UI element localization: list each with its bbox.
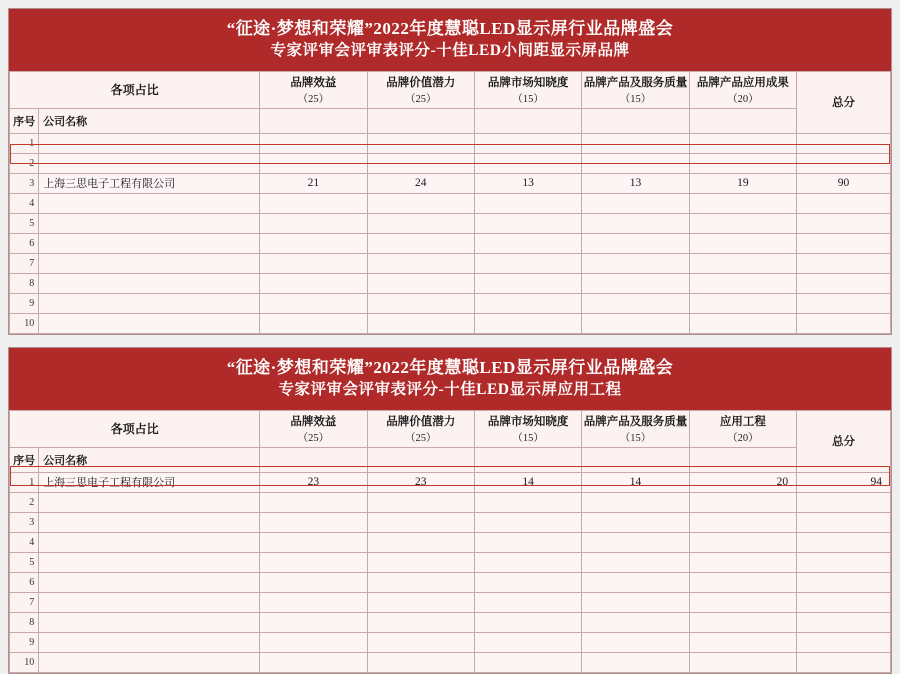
- row-score-1: [260, 313, 367, 333]
- row-score-4: [582, 492, 689, 512]
- row-total: [797, 492, 891, 512]
- row-index: 8: [10, 612, 39, 632]
- row-score-4: [582, 552, 689, 572]
- row-score-4: [582, 612, 689, 632]
- row-index: 3: [10, 512, 39, 532]
- row-total: [797, 552, 891, 572]
- row-index: 9: [10, 632, 39, 652]
- row-index: 6: [10, 572, 39, 592]
- row-score-2: 24: [367, 173, 474, 193]
- row-score-3: [474, 233, 581, 253]
- table-2-sub-1: [260, 447, 367, 472]
- row-index: 7: [10, 253, 39, 273]
- row-index: 9: [10, 293, 39, 313]
- table-2-col-5-weight: （20）: [727, 432, 759, 444]
- row-score-4: 13: [582, 173, 689, 193]
- table-row: [10, 273, 891, 293]
- row-company-name: [39, 153, 260, 173]
- row-score-1: [260, 273, 367, 293]
- row-company-name: [39, 253, 260, 273]
- table-1-col-1-label: 品牌效益: [290, 76, 337, 89]
- row-score-2: [367, 133, 474, 153]
- row-score-1: [260, 652, 367, 672]
- row-total: 94: [797, 472, 891, 492]
- row-score-2: [367, 632, 474, 652]
- row-score-4: [582, 512, 689, 532]
- row-score-2: [367, 572, 474, 592]
- table-row: [10, 652, 891, 672]
- table-2-col-1: [260, 410, 367, 447]
- row-company-name: [39, 572, 260, 592]
- table-2-col-2: [367, 410, 474, 447]
- row-score-4: [582, 273, 689, 293]
- row-score-2: [367, 652, 474, 672]
- card-1-title-line2: 专家评审会评审表评分-十佳LED小间距显示屏品牌: [270, 42, 630, 60]
- table-1-sub-5: [689, 108, 796, 133]
- row-company-name: [39, 293, 260, 313]
- table-1-col-5: [689, 71, 796, 108]
- table-2-col-4-weight: （15）: [619, 432, 652, 444]
- row-score-3: [474, 133, 581, 153]
- table-1-col-5-weight: （20）: [727, 93, 759, 105]
- row-score-4: [582, 313, 689, 333]
- table-1-ratio-header: 各项占比: [10, 71, 260, 108]
- card-2-title-line2: 专家评审会评审表评分-十佳LED显示屏应用工程: [278, 381, 622, 399]
- row-score-3: [474, 632, 581, 652]
- table-1-col-4-weight: （15）: [619, 93, 652, 105]
- table-row: [10, 293, 891, 313]
- table-row: [10, 552, 891, 572]
- row-score-5: [689, 592, 796, 612]
- row-index: 1: [10, 472, 39, 492]
- table-2-total-header: 总分: [797, 410, 891, 472]
- row-total: [797, 193, 891, 213]
- row-index: 5: [10, 213, 39, 233]
- table-2-col-3-weight: （15）: [512, 432, 544, 444]
- card-1-title-block: [9, 9, 891, 71]
- row-score-1: [260, 133, 367, 153]
- row-score-5: [689, 233, 796, 253]
- row-score-5: [689, 652, 796, 672]
- table-2-col-1-weight: （25）: [297, 432, 330, 444]
- row-score-5: [689, 293, 796, 313]
- row-index: 10: [10, 313, 39, 333]
- row-score-2: [367, 193, 474, 213]
- row-company-name: [39, 492, 260, 512]
- row-score-2: [367, 233, 474, 253]
- row-score-1: [260, 552, 367, 572]
- row-score-1: [260, 253, 367, 273]
- table-1-col-4: [582, 71, 689, 108]
- row-score-3: [474, 273, 581, 293]
- row-score-5: [689, 532, 796, 552]
- row-score-2: [367, 153, 474, 173]
- row-total: [797, 612, 891, 632]
- table-1-sub-1: [260, 108, 367, 133]
- row-score-1: [260, 293, 367, 313]
- row-total: [797, 572, 891, 592]
- row-score-2: [367, 253, 474, 273]
- table-1-col-4-label: 品牌产品及服务质量: [583, 76, 688, 89]
- row-score-2: 23: [367, 472, 474, 492]
- row-score-3: [474, 532, 581, 552]
- row-company-name: [39, 612, 260, 632]
- row-company-name: [39, 652, 260, 672]
- row-index: 7: [10, 592, 39, 612]
- table-1-name-header: 公司名称: [39, 108, 260, 133]
- row-index: 3: [10, 173, 39, 193]
- table-2-col-4-label: 品牌产品及服务质量: [583, 415, 688, 428]
- row-total: 90: [797, 173, 891, 193]
- row-score-1: [260, 532, 367, 552]
- row-score-1: 21: [260, 173, 367, 193]
- row-index: 10: [10, 652, 39, 672]
- row-index: 2: [10, 492, 39, 512]
- row-index: 8: [10, 273, 39, 293]
- row-score-2: [367, 592, 474, 612]
- row-score-3: 13: [474, 173, 581, 193]
- row-score-4: [582, 133, 689, 153]
- table-2-col-2-label: 品牌价值潜力: [386, 415, 456, 428]
- table-row: [10, 592, 891, 612]
- table-2-col-4: [582, 410, 689, 447]
- row-score-3: [474, 512, 581, 532]
- table-row: [10, 153, 891, 173]
- row-score-2: [367, 512, 474, 532]
- row-score-5: 20: [689, 472, 796, 492]
- row-score-1: [260, 512, 367, 532]
- row-score-4: 14: [582, 472, 689, 492]
- table-1-col-2-label: 品牌价值潜力: [386, 76, 456, 89]
- table-row-highlighted: [10, 173, 891, 193]
- table-row: [10, 532, 891, 552]
- row-total: [797, 293, 891, 313]
- table-2-col-3: [474, 410, 581, 447]
- row-score-4: [582, 592, 689, 612]
- table-2-subheader-row: [10, 447, 891, 472]
- row-score-1: 23: [260, 472, 367, 492]
- row-company-name: [39, 233, 260, 253]
- table-row: [10, 512, 891, 532]
- table-2-sub-2: [367, 447, 474, 472]
- table-1-col-5-label: 品牌产品应用成果: [696, 76, 789, 89]
- row-score-1: [260, 592, 367, 612]
- row-score-2: [367, 532, 474, 552]
- table-1-col-1-weight: （25）: [297, 93, 330, 105]
- table-row: [10, 632, 891, 652]
- row-index: 2: [10, 153, 39, 173]
- row-total: [797, 652, 891, 672]
- row-score-5: [689, 612, 796, 632]
- row-score-4: [582, 253, 689, 273]
- row-score-3: [474, 153, 581, 173]
- row-total: [797, 532, 891, 552]
- row-total: [797, 273, 891, 293]
- row-score-4: [582, 153, 689, 173]
- table-row: [10, 233, 891, 253]
- row-score-5: [689, 273, 796, 293]
- card-2-table-wrap: [9, 410, 891, 673]
- row-score-2: [367, 492, 474, 512]
- row-score-1: [260, 153, 367, 173]
- table-1-total-header: 总分: [797, 71, 891, 133]
- row-company-name: [39, 512, 260, 532]
- row-score-3: [474, 492, 581, 512]
- row-score-3: [474, 592, 581, 612]
- table-row: [10, 612, 891, 632]
- table-1-col-1: [260, 71, 367, 108]
- row-score-1: [260, 612, 367, 632]
- row-total: [797, 253, 891, 273]
- row-score-4: [582, 293, 689, 313]
- score-card-2: [8, 347, 892, 674]
- row-index: 4: [10, 193, 39, 213]
- table-2-name-header: 公司名称: [39, 447, 260, 472]
- table-row: [10, 213, 891, 233]
- table-1-index-header: 序号: [10, 108, 39, 133]
- row-score-3: [474, 193, 581, 213]
- row-score-5: [689, 153, 796, 173]
- row-score-1: [260, 492, 367, 512]
- table-1-col-3: [474, 71, 581, 108]
- row-score-3: 14: [474, 472, 581, 492]
- table-1-col-2: [367, 71, 474, 108]
- table-2-col-2-weight: （25）: [405, 432, 437, 444]
- row-score-1: [260, 233, 367, 253]
- row-score-2: [367, 313, 474, 333]
- table-2-sub-4: [582, 447, 689, 472]
- row-score-3: [474, 213, 581, 233]
- table-1-sub-4: [582, 108, 689, 133]
- row-score-4: [582, 652, 689, 672]
- table-row: [10, 313, 891, 333]
- row-score-4: [582, 193, 689, 213]
- row-score-3: [474, 253, 581, 273]
- table-2-index-header: 序号: [10, 447, 39, 472]
- score-table-1: [9, 71, 891, 334]
- row-score-4: [582, 233, 689, 253]
- row-score-5: [689, 253, 796, 273]
- row-score-4: [582, 572, 689, 592]
- row-index: 4: [10, 532, 39, 552]
- row-company-name: [39, 313, 260, 333]
- row-score-5: [689, 133, 796, 153]
- row-company-name: [39, 632, 260, 652]
- table-1-header-row: [10, 71, 891, 108]
- table-2-col-5-label: 应用工程: [719, 415, 766, 428]
- card-2-title-block: [9, 348, 891, 410]
- row-total: [797, 592, 891, 612]
- row-company-name: [39, 273, 260, 293]
- row-score-2: [367, 213, 474, 233]
- row-score-5: [689, 572, 796, 592]
- row-score-5: [689, 213, 796, 233]
- row-company-name: 上海三思电子工程有限公司: [39, 173, 260, 193]
- row-score-3: [474, 293, 581, 313]
- table-1-subheader-row: [10, 108, 891, 133]
- row-total: [797, 233, 891, 253]
- row-score-1: [260, 213, 367, 233]
- table-row-highlighted: [10, 472, 891, 492]
- table-1-sub-2: [367, 108, 474, 133]
- row-score-5: [689, 552, 796, 572]
- table-2-col-3-label: 品牌市场知晓度: [487, 415, 569, 428]
- row-score-1: [260, 632, 367, 652]
- table-row: [10, 492, 891, 512]
- row-company-name: [39, 213, 260, 233]
- row-score-5: [689, 492, 796, 512]
- row-score-2: [367, 552, 474, 572]
- row-company-name: [39, 133, 260, 153]
- row-score-4: [582, 632, 689, 652]
- row-score-2: [367, 273, 474, 293]
- row-score-2: [367, 293, 474, 313]
- row-score-5: [689, 512, 796, 532]
- table-row: [10, 253, 891, 273]
- row-company-name: [39, 532, 260, 552]
- table-2-header-row: [10, 410, 891, 447]
- row-score-5: [689, 193, 796, 213]
- table-row: [10, 193, 891, 213]
- table-row: [10, 133, 891, 153]
- table-1-col-2-weight: （25）: [405, 93, 437, 105]
- row-score-3: [474, 612, 581, 632]
- row-score-1: [260, 193, 367, 213]
- row-company-name: [39, 592, 260, 612]
- row-total: [797, 632, 891, 652]
- row-score-4: [582, 532, 689, 552]
- row-index: 5: [10, 552, 39, 572]
- row-company-name: [39, 193, 260, 213]
- row-total: [797, 153, 891, 173]
- table-2-sub-3: [474, 447, 581, 472]
- row-index: 6: [10, 233, 39, 253]
- score-card-1: [8, 8, 892, 335]
- row-total: [797, 512, 891, 532]
- row-score-3: [474, 313, 581, 333]
- row-score-4: [582, 213, 689, 233]
- row-score-3: [474, 552, 581, 572]
- row-score-1: [260, 572, 367, 592]
- row-score-5: [689, 632, 796, 652]
- table-2-col-1-label: 品牌效益: [290, 415, 337, 428]
- row-score-3: [474, 572, 581, 592]
- table-2-sub-5: [689, 447, 796, 472]
- card-1-title-line1: “征途·梦想和荣耀”2022年度慧聪LED显示屏行业品牌盛会: [226, 19, 674, 38]
- row-total: [797, 313, 891, 333]
- row-score-5: 19: [689, 173, 796, 193]
- row-total: [797, 213, 891, 233]
- table-2-col-5: [689, 410, 796, 447]
- row-score-3: [474, 652, 581, 672]
- score-table-2: [9, 410, 891, 673]
- row-score-5: [689, 313, 796, 333]
- table-1-col-3-weight: （15）: [512, 93, 544, 105]
- row-score-2: [367, 612, 474, 632]
- table-1-sub-3: [474, 108, 581, 133]
- row-index: 1: [10, 133, 39, 153]
- card-1-table-wrap: [9, 71, 891, 334]
- card-2-title-line1: “征途·梦想和荣耀”2022年度慧聪LED显示屏行业品牌盛会: [226, 357, 674, 377]
- table-2-ratio-header: 各项占比: [10, 410, 260, 447]
- row-company-name: 上海三思电子工程有限公司: [39, 472, 260, 492]
- row-total: [797, 133, 891, 153]
- row-company-name: [39, 552, 260, 572]
- table-1-col-3-label: 品牌市场知晓度: [487, 76, 569, 89]
- table-row: [10, 572, 891, 592]
